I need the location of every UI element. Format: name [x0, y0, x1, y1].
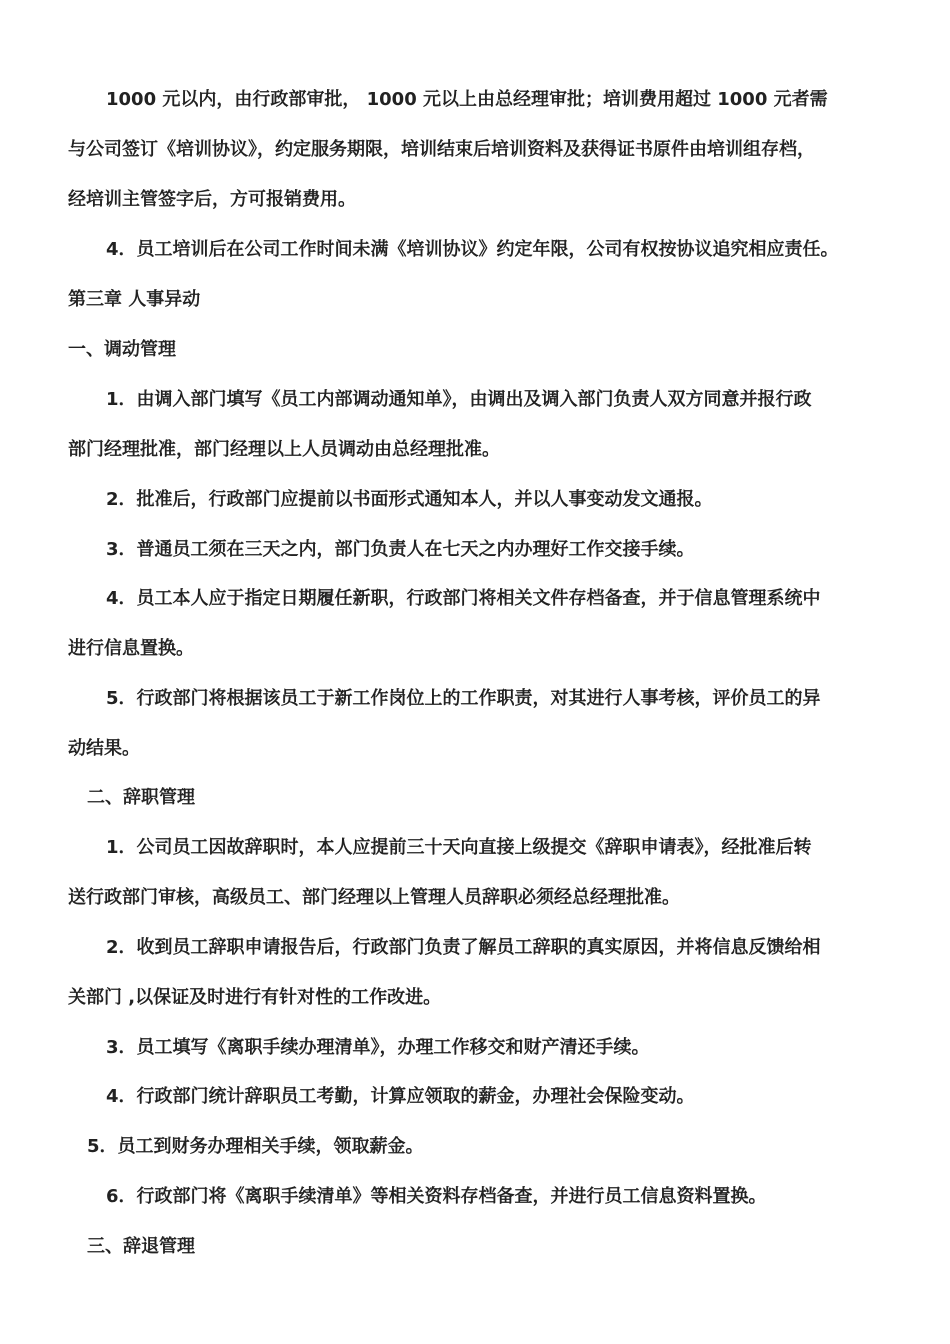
- paragraph-line: 6．行政部门将《离职手续清单》等相关资料存档备查，并进行员工信息资料置换。: [106, 1186, 767, 1207]
- paragraph-line: 与公司签订《培训协议》，约定服务期限，培训结束后培训资料及获得证书原件由培训组存档，: [68, 139, 815, 160]
- section-heading: 三、辞退管理: [87, 1236, 195, 1257]
- paragraph-line: 2．批准后，行政部门应提前以书面形式通知本人，并以人事变动发文通报。: [106, 489, 713, 510]
- section-heading: 一、调动管理: [68, 339, 176, 360]
- paragraph-line: 2．收到员工辞职申请报告后，行政部门负责了解员工辞职的真实原因，并将信息反馈给相: [106, 937, 821, 958]
- paragraph-line: 3．普通员工须在三天之内，部门负责人在七天之内办理好工作交接手续。: [106, 539, 695, 560]
- paragraph-line: 4．员工本人应于指定日期履任新职，行政部门将相关文件存档备查，并于信息管理系统中: [106, 588, 821, 609]
- chapter-heading: 第三章 人事异动: [68, 289, 201, 310]
- paragraph-line: 4．行政部门统计辞职员工考勤，计算应领取的薪金，办理社会保险变动。: [106, 1086, 695, 1107]
- paragraph-line: 部门经理批准，部门经理以上人员调动由总经理批准。: [68, 439, 500, 460]
- paragraph-line: 5．员工到财务办理相关手续，领取薪金。: [87, 1136, 424, 1157]
- paragraph-line: 关部门 ,以保证及时进行有针对性的工作改进。: [68, 987, 442, 1008]
- paragraph-line: 1000 元以内，由行政部审批， 1000 元以上由总经理审批；培训费用超过 1000 元者需: [106, 89, 828, 110]
- section-heading: 二、辞职管理: [87, 787, 195, 808]
- paragraph-line: 1．公司员工因故辞职时，本人应提前三十天向直接上级提交《辞职申请表》，经批准后转: [106, 837, 812, 858]
- paragraph-line: 5．行政部门将根据该员工于新工作岗位上的工作职责，对其进行人事考核，评价员工的异: [106, 688, 821, 709]
- paragraph-line: 进行信息置换。: [68, 638, 194, 659]
- paragraph-line: 4．员工培训后在公司工作时间未满《培训协议》约定年限，公司有权按协议追究相应责任。: [106, 239, 839, 260]
- paragraph-line: 3．员工填写《离职手续办理清单》，办理工作移交和财产清还手续。: [106, 1037, 650, 1058]
- paragraph-line: 经培训主管签字后，方可报销费用。: [68, 189, 356, 210]
- paragraph-line: 送行政部门审核，高级员工、部门经理以上管理人员辞职必须经总经理批准。: [68, 887, 680, 908]
- paragraph-line: 动结果。: [68, 738, 140, 759]
- paragraph-line: 1．由调入部门填写《员工内部调动通知单》，由调出及调入部门负责人双方同意并报行政: [106, 389, 812, 410]
